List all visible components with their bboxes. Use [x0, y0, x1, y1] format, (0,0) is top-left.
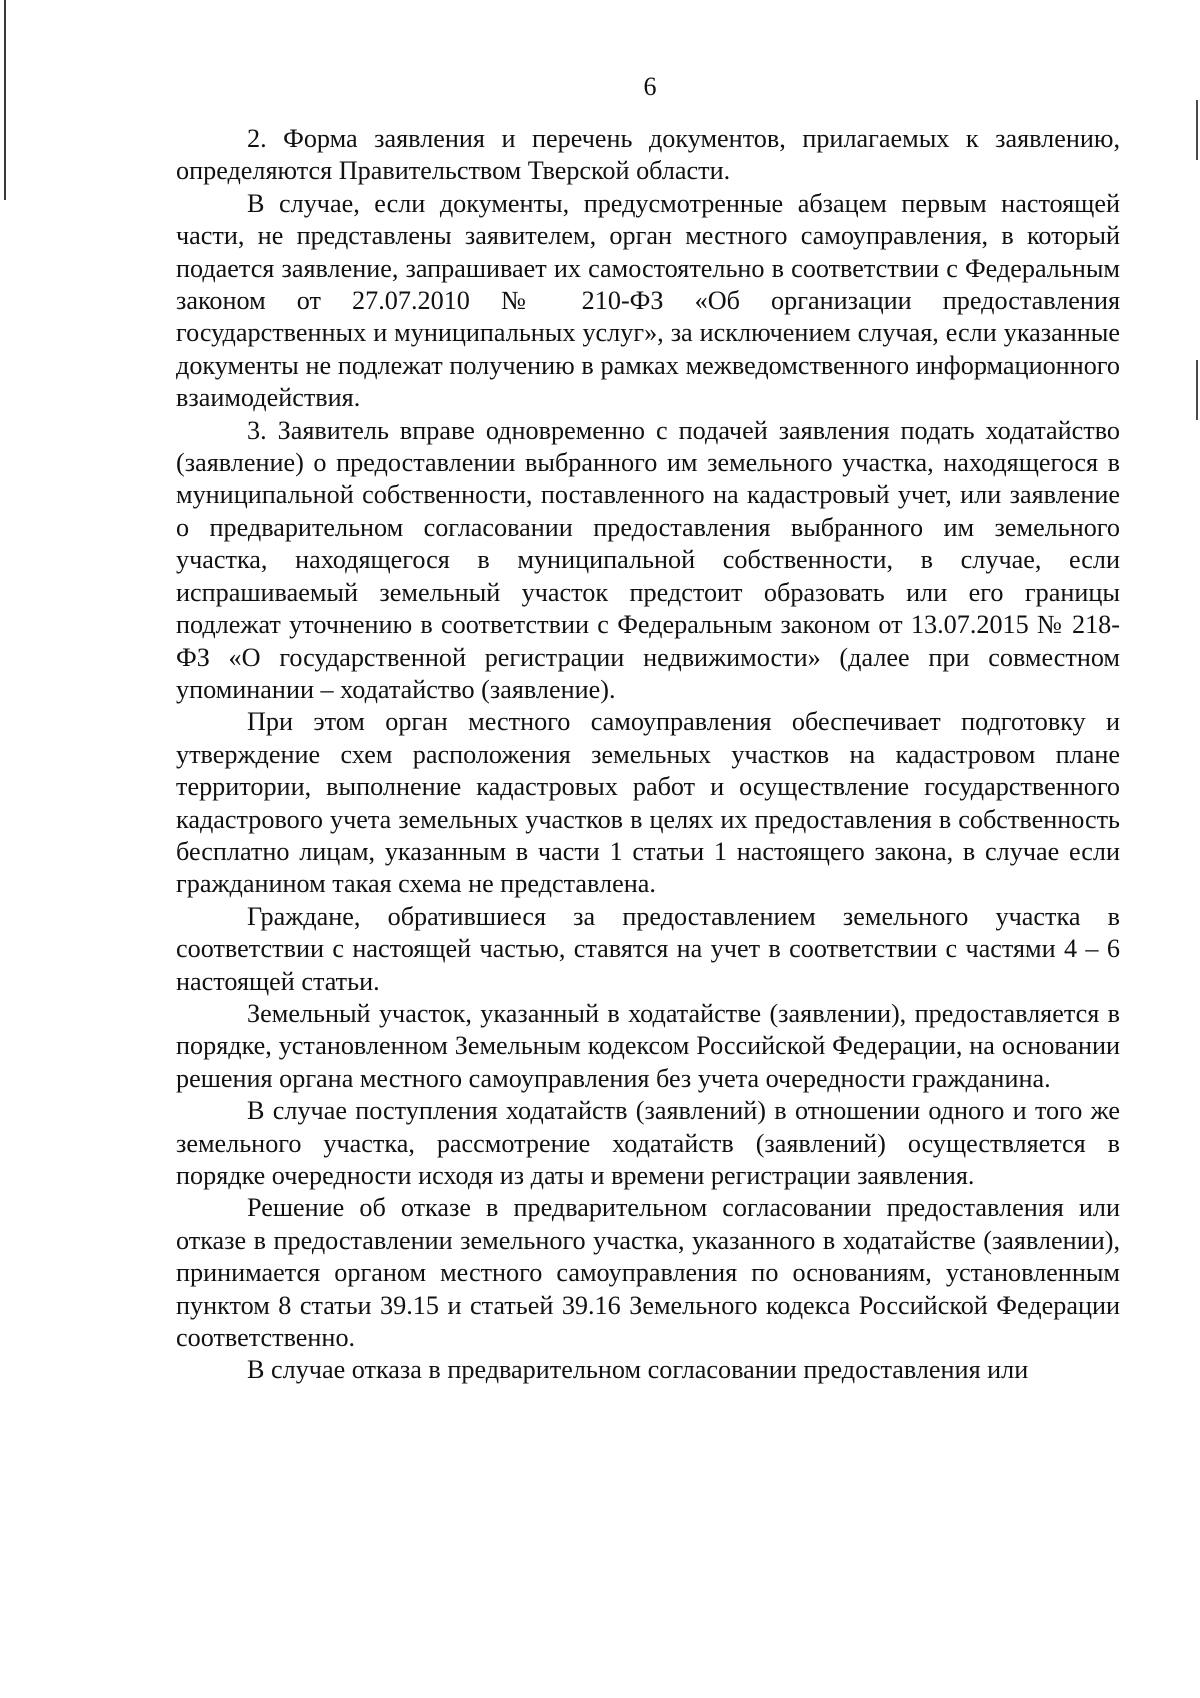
scan-edge-right-middle [1196, 360, 1198, 420]
page-number: 6 [643, 72, 657, 101]
paragraph-land-plot-provision: Земельный участок, указанный в ходатайстве (заявлении), предоставляется в порядке, установленном Земельным кодексом Российской Федерации, на основании решения органа местного самоуправления без учета очередности гражданина. [176, 998, 1120, 1093]
paragraph-item-3-petition: 3. Заявитель вправе одновременно с подачей заявления подать ходатайство (заявление) о предоставлении выбранного им земельного участка, находящегося в муниципальной собственности, поставленного на кадастровый учет, или заявление о предварительном согласовании предоставления выбранного им земельного участка, находящегося в муниципальной собственности, в случае, если испрашиваемый земельный участок предстоит образовать или его границы подлежат уточнению в соответствии с Федеральным законом от 13.07.2015 № 218-ФЗ «О государственной регистрации недвижимости» (далее при совместном упоминании – ходатайство (заявление). [176, 415, 1120, 704]
paragraph-citizens-registration: Граждане, обратившиеся за предоставлением земельного участка в соответствии с настоящей частью, ставятся на учет в соответствии с частями 4 – 6 настоящей статьи. [176, 901, 1120, 996]
paragraph-item-2-form: 2. Форма заявления и перечень документов, прилагаемых к заявлению, определяются Правительством Тверской области. [176, 124, 1120, 186]
scan-edge-right-top [1196, 100, 1198, 160]
paragraph-petitions-order: В случае поступления ходатайств (заявлений) в отношении одного и того же земельного участка, рассмотрение ходатайств (заявлений) осуществляется в порядке очередности исходя из даты и времени регистрации заявления. [176, 1096, 1120, 1190]
paragraph-local-government-duties: При этом орган местного самоуправления обеспечивает подготовку и утверждение схем расположения земельных участков на кадастровом плане территории, выполнение кадастровых работ и осуществление государственного кадастрового учета земельных участков в целях их предоставления в собственность бесплатно лицам, указанным в части 1 статьи 1 настоящего закона, в случае если гражданином такая схема не представлена. [176, 707, 1120, 899]
paragraph-refusal-case: В случае отказа в предварительном согласовании предоставления или [247, 1355, 1029, 1385]
paragraph-documents-request: В случае, если документы, предусмотренные абзацем первым настоящей части, не представлены заявителем, орган местного самоуправления, в который подается заявление, запрашивает их самостоятельно в соответствии с Федеральным законом от 27.07.2010 № 210-ФЗ «Об организации предоставления государственных и муниципальных услуг», за исключением случая, если указанные документы не подлежат получению в рамках межведомственного информационного взаимодействия. [176, 188, 1120, 413]
paragraph-refusal-decision: Решение об отказе в предварительном согласовании предоставления или отказе в предоставлении земельного участка, указанного в ходатайстве (заявлении), принимается органом местного самоуправления по основаниям, установленным пунктом 8 статьи 39.15 и статьей 39.16 Земельного кодекса Российской Федерации соответственно. [176, 1193, 1120, 1353]
document-body [176, 123, 1120, 1387]
